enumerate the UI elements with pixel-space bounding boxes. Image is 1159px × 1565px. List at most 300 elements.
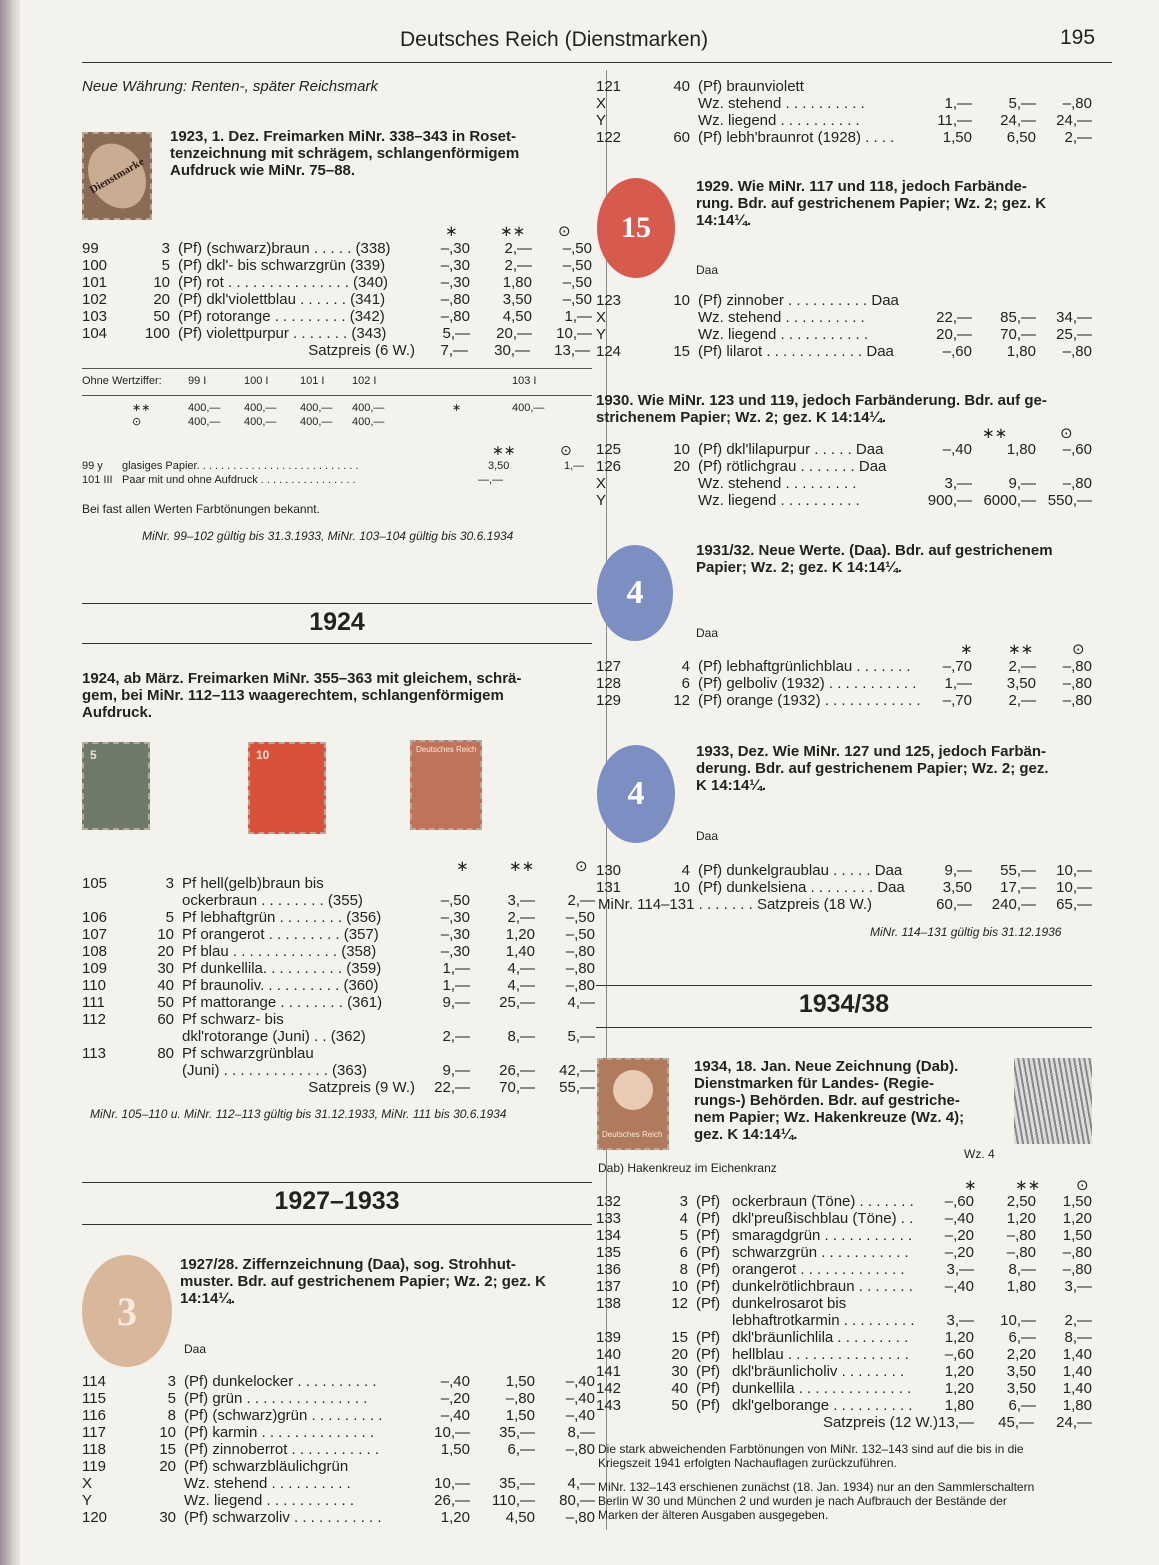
- label: 100 I: [244, 375, 269, 387]
- cat-number: 138: [596, 1295, 622, 1312]
- price-mint-hinged: 1,—: [442, 977, 470, 994]
- issue-line: 1924, ab März. Freimarken MiNr. 355–363 mit gleichem, schrä-: [82, 670, 522, 687]
- col-mint-hinged: ∗: [456, 858, 469, 875]
- description: dkl'gelborange . . . . . . . . . .: [732, 1397, 913, 1414]
- price-mint-nh: 2,—: [504, 240, 532, 257]
- price-mint-hinged: 3,—: [944, 475, 972, 492]
- price-used: –,80: [565, 1441, 595, 1458]
- description: (Pf) lebh'braunrot (1928) . . . .: [698, 129, 895, 146]
- price-used: 10,—: [556, 325, 592, 342]
- section-rule: [82, 1224, 592, 1225]
- cat-number: 124: [596, 343, 622, 360]
- description: dunkelrosarot bis: [732, 1295, 847, 1312]
- issue-1924-description: [82, 670, 521, 721]
- design-code: Daa: [696, 263, 719, 277]
- footnote-line: Kriegszeit 1941 erfolgten Nachauflagen zurückzuführen.: [598, 1456, 897, 1470]
- price-mint-hinged: 3,—: [946, 1312, 974, 1329]
- description: (Pf) schwarzoliv . . . . . . . . . . .: [184, 1509, 382, 1526]
- issue-1927-description: [180, 1256, 546, 1307]
- price-used: 34,—: [1056, 309, 1092, 326]
- table-row: [82, 1390, 602, 1407]
- table-1933: [596, 862, 1096, 896]
- price-used: –,80: [565, 1509, 595, 1526]
- price-mint-nh: 1,50: [505, 1373, 535, 1390]
- price-used: 4,—: [567, 994, 595, 1011]
- stamp-oval-4b-image: 4: [597, 745, 675, 843]
- price-mint-nh: 1,80: [1006, 441, 1036, 458]
- section-rule: [82, 643, 592, 644]
- price-used: 2,—: [567, 892, 595, 909]
- price-used: –,60: [1062, 441, 1092, 458]
- table-row: [82, 1492, 602, 1509]
- face-value: 15: [673, 343, 690, 360]
- table-row: [82, 274, 602, 291]
- cat-number: 112: [82, 1011, 106, 1028]
- label: 99 I: [188, 375, 207, 387]
- table-1923: [82, 240, 602, 342]
- footnote-line: MiNr. 132–143 erschienen zunächst (18. Jan. 1934) nur an den Sammlerschaltern: [598, 1480, 1035, 1494]
- price-used: 1,80: [1062, 1397, 1092, 1414]
- table-row: [82, 1441, 602, 1458]
- description: Wz. stehend . . . . . . . . . .: [698, 309, 865, 326]
- description: dkl'bräunlicholiv . . . . . . . .: [732, 1363, 905, 1380]
- description: Pf hell(gelb)braun bis: [182, 875, 324, 892]
- issue-line: rung. Bdr. auf gestrichenem Papier; Wz. 2; gez. K: [696, 195, 1047, 212]
- description: Pf lebhaftgrün . . . . . . . . (356): [182, 909, 382, 926]
- face-value: 15: [671, 1329, 688, 1346]
- face-value: 6: [679, 1244, 688, 1261]
- price-mint-hinged: –,20: [440, 1390, 470, 1407]
- price-mint-nh: 3,—: [507, 892, 535, 909]
- cat-number: 99: [82, 240, 99, 257]
- cat-number: 127: [596, 658, 622, 675]
- cat-number: 109: [82, 960, 108, 977]
- price-mint-nh: 2,—: [1008, 692, 1036, 709]
- satz-value: 13,—: [554, 342, 590, 359]
- issue-line: Aufdruck.: [82, 704, 153, 721]
- price-used: –,80: [1062, 475, 1092, 492]
- footnote-1: [598, 1442, 1024, 1470]
- price-mint-hinged: 900,—: [927, 492, 972, 509]
- currency-unit: (Pf): [696, 1227, 721, 1244]
- satz-value: 65,—: [1056, 896, 1092, 913]
- watermark-wz4-image: [1014, 1058, 1092, 1144]
- validity-note: MiNr. 114–131 gültig bis 31.12.1936: [870, 925, 1062, 939]
- price-used: 1,20: [1062, 1210, 1092, 1227]
- col-used: ⊙: [558, 223, 571, 240]
- price-mint-nh: 2,50: [1006, 1193, 1036, 1210]
- design-code: Daa: [184, 1342, 207, 1356]
- price-used: 3,—: [1064, 1278, 1092, 1295]
- description: (Pf) gelboliv (1932) . . . . . . . . . . .: [698, 675, 917, 692]
- section-rule: [596, 985, 1092, 986]
- issue-line: 1931/32. Neue Werte. (Daa). Bdr. auf gestrichenem: [696, 542, 1053, 559]
- cat-number: Y: [596, 326, 607, 343]
- face-value: 30: [671, 1363, 688, 1380]
- cat-number: 131: [596, 879, 622, 896]
- table-row: [596, 441, 1096, 458]
- price-mint-nh: 17,—: [1000, 879, 1036, 896]
- price-mint-nh: 26,—: [499, 1062, 535, 1079]
- cat-number: 141: [596, 1363, 622, 1380]
- price-mint-nh: 1,80: [1006, 1278, 1036, 1295]
- face-value: 3: [679, 1193, 688, 1210]
- cat-number: 110: [82, 977, 106, 994]
- cell: ∗: [452, 402, 462, 414]
- description: dkl'rotorange (Juni) . . (362): [182, 1028, 366, 1045]
- price-mint-nh: 1,40: [505, 943, 535, 960]
- price-mint-nh: 3,50: [1006, 1363, 1036, 1380]
- table-1924: [82, 875, 602, 1079]
- price-mint-hinged: –,30: [440, 240, 470, 257]
- col-mint-nh: ∗∗: [509, 858, 535, 875]
- description: (Pf) zinnoberrot . . . . . . . . . . .: [184, 1441, 380, 1458]
- price-mint-nh: 2,20: [1006, 1346, 1036, 1363]
- stamp-1934-image: [597, 1058, 669, 1150]
- price-mint-hinged: 1,20: [944, 1329, 974, 1346]
- price-mint-nh: 3,50: [1006, 675, 1036, 692]
- stamp-1934-wreath: [613, 1070, 653, 1110]
- issue-line: Aufdruck wie MiNr. 75–88.: [170, 162, 356, 179]
- cat-number: 104: [82, 325, 108, 342]
- price-mint-hinged: –,20: [944, 1227, 974, 1244]
- book-spine-edge: [0, 0, 20, 1565]
- table-row: [82, 257, 602, 274]
- price-mint-nh: 110,—: [491, 1492, 535, 1509]
- price-mint-hinged: 1,20: [944, 1363, 974, 1380]
- price-mint-hinged: 3,50: [942, 879, 972, 896]
- face-value: 12: [671, 1295, 688, 1312]
- price-mint-nh: 1,20: [1006, 1210, 1036, 1227]
- table-row: [596, 658, 1096, 675]
- face-value: 5: [165, 909, 174, 926]
- table-row: [596, 1329, 1096, 1346]
- price-used: 10,—: [1056, 862, 1092, 879]
- description: dunkellila . . . . . . . . . . . . . .: [732, 1380, 912, 1397]
- issue-line: muster. Bdr. auf gestrichenem Papier; Wz. 2; gez. K: [180, 1273, 546, 1290]
- description: Pf braunoliv. . . . . . . . . . (360): [182, 977, 379, 994]
- cell: 400,—: [244, 416, 277, 428]
- face-value: 8: [679, 1261, 688, 1278]
- cat-number: 132: [596, 1193, 622, 1210]
- price-used: –,80: [1062, 343, 1092, 360]
- table-row: [82, 1028, 602, 1045]
- table-row: [82, 994, 602, 1011]
- table-row: [596, 1193, 1096, 1210]
- face-value: 5: [167, 1390, 176, 1407]
- price-mint-nh: 6,50: [1006, 129, 1036, 146]
- price-used: –,50: [565, 926, 595, 943]
- currency-unit: (Pf): [696, 1261, 721, 1278]
- cell: glasiges Papier. . . . . . . . . . . . . . . . . . . . . . . . . . .: [122, 460, 359, 472]
- cat-number: 119: [82, 1458, 106, 1475]
- price-used: 1,50: [1062, 1227, 1092, 1244]
- table-row: [596, 1278, 1096, 1295]
- price-mint-hinged: 1,50: [942, 129, 972, 146]
- description: (Pf) dunkelgraublau . . . . . Daa: [698, 862, 903, 879]
- description: Wz. liegend . . . . . . . . . .: [698, 492, 860, 509]
- price-mint-hinged: –,60: [942, 343, 972, 360]
- face-value: 20: [153, 291, 170, 308]
- cat-number: 135: [596, 1244, 622, 1261]
- description: (Pf) zinnober . . . . . . . . . . Daa: [698, 292, 899, 309]
- stamp-1924-portrait-image: [410, 740, 482, 830]
- price-used: 8,—: [1064, 1329, 1092, 1346]
- issue-line: Papier; Wz. 2; gez. K 14:14¼.: [696, 559, 902, 576]
- table-row: [82, 875, 602, 892]
- description: Wz. liegend . . . . . . . . . . .: [698, 326, 869, 343]
- cell: 400,—: [512, 402, 545, 414]
- cat-number: 103: [82, 308, 108, 325]
- table-row: [596, 675, 1096, 692]
- catalog-page: [20, 0, 1159, 1565]
- price-used: 1,40: [1062, 1380, 1092, 1397]
- price-mint-hinged: 2,—: [442, 1028, 470, 1045]
- price-used: 10,—: [1056, 879, 1092, 896]
- price-used: 25,—: [1056, 326, 1092, 343]
- price-used: –,80: [1062, 675, 1092, 692]
- price-mint-hinged: –,30: [440, 257, 470, 274]
- year-heading-1927: 1927–1933: [274, 1187, 400, 1215]
- cell: 400,—: [188, 416, 221, 428]
- price-used: –,50: [565, 909, 595, 926]
- description: Wz. stehend . . . . . . . . .: [698, 475, 857, 492]
- table-row: [596, 692, 1096, 709]
- price-mint-hinged: 1,20: [440, 1509, 470, 1526]
- price-used: 1,50: [1062, 1193, 1092, 1210]
- table-row: [82, 308, 602, 325]
- price-used: –,50: [562, 291, 592, 308]
- price-mint-hinged: –,80: [440, 308, 470, 325]
- price-mint-nh: 25,—: [499, 994, 535, 1011]
- cat-number: 139: [596, 1329, 622, 1346]
- col-mint-nh: ∗∗: [1015, 1177, 1041, 1194]
- table-1930: [596, 441, 1096, 509]
- stamp-oval-4-image: 4: [597, 545, 673, 641]
- table-row: [82, 943, 602, 960]
- table-row: [596, 492, 1096, 509]
- price-used: 5,—: [567, 1028, 595, 1045]
- face-value: 30: [159, 1509, 176, 1526]
- description: Wz. stehend . . . . . . . . . .: [698, 95, 865, 112]
- cell: —,—: [478, 474, 504, 486]
- cat-number: 136: [596, 1261, 622, 1278]
- issue-line: Dienstmarken für Landes- (Regie-: [694, 1075, 935, 1092]
- face-value: 4: [681, 658, 690, 675]
- description: hellblau . . . . . . . . . . . . . . .: [732, 1346, 909, 1363]
- description: Wz. stehend . . . . . . . . . .: [184, 1475, 351, 1492]
- price-used: –,80: [565, 943, 595, 960]
- price-mint-hinged: –,30: [440, 274, 470, 291]
- col-mint-nh: ∗∗: [500, 223, 526, 240]
- price-used: –,50: [562, 274, 592, 291]
- description: (Pf) dkl'violettblau . . . . . . (341): [178, 291, 386, 308]
- price-mint-nh: 35,—: [499, 1424, 535, 1441]
- stamp-1923-image: [82, 132, 152, 220]
- price-mint-nh: 8,—: [507, 1028, 535, 1045]
- currency-note: Neue Währung: Renten-, später Reichsmark: [82, 78, 378, 95]
- price-used: 1,—: [564, 308, 592, 325]
- satz-value: 55,—: [559, 1079, 595, 1096]
- cat-number: 123: [596, 292, 622, 309]
- stamp-oval-3-image: 3: [82, 1255, 172, 1367]
- issue-line: 1929. Wie MiNr. 117 und 118, jedoch Farbände-: [696, 178, 1027, 195]
- price-used: 8,—: [567, 1424, 595, 1441]
- col-used: ⊙: [1076, 1177, 1089, 1194]
- cell: Paar mit und ohne Aufdruck . . . . . . . . . . . . . . . .: [122, 474, 356, 486]
- cat-number: 121: [596, 78, 622, 95]
- face-value: 30: [157, 960, 174, 977]
- cat-number: 100: [82, 257, 108, 274]
- table-row: [596, 1210, 1096, 1227]
- face-value: 6: [681, 675, 690, 692]
- description: (Pf) schwarzbläulichgrün: [184, 1458, 349, 1475]
- stamp-label: Deutsches Reich: [602, 1130, 663, 1139]
- table-1929: [596, 292, 1096, 360]
- issue-1933-description: [696, 743, 1049, 794]
- description: Pf mattorange . . . . . . . . (361): [182, 994, 383, 1011]
- cat-number: 137: [596, 1278, 622, 1295]
- cat-number: 133: [596, 1210, 622, 1227]
- year-heading-1924: 1924: [309, 608, 365, 636]
- face-value: 20: [673, 458, 690, 475]
- price-mint-hinged: –,70: [942, 658, 972, 675]
- description: (Pf) (schwarz)braun . . . . . (338): [178, 240, 391, 257]
- col-mint-nh: ∗∗: [1008, 641, 1034, 658]
- satz-value: 70,—: [499, 1079, 535, 1096]
- description: smaragdgrün . . . . . . . . . . .: [732, 1227, 913, 1244]
- description: dkl'bräunlichlila . . . . . . . . .: [732, 1329, 909, 1346]
- col-mint-hinged: ∗: [960, 641, 973, 658]
- cat-number: 102: [82, 291, 108, 308]
- satz-value: 7,—: [440, 342, 468, 359]
- table-row: [82, 291, 602, 308]
- table-row: [82, 1045, 602, 1062]
- price-mint-nh: 24,—: [1000, 112, 1036, 129]
- price-mint-nh: 2,—: [504, 257, 532, 274]
- price-mint-hinged: 1,50: [440, 1441, 470, 1458]
- face-value: 20: [157, 943, 174, 960]
- description: (Juni) . . . . . . . . . . . . . (363): [182, 1062, 368, 1079]
- face-value: 20: [159, 1458, 176, 1475]
- price-mint-hinged: –,40: [944, 1278, 974, 1295]
- table-row: [82, 892, 602, 909]
- cat-number: Y: [596, 492, 607, 509]
- table-row: [596, 1312, 1096, 1329]
- price-mint-hinged: –,70: [942, 692, 972, 709]
- face-value: 40: [673, 78, 690, 95]
- description: (Pf) rot . . . . . . . . . . . . . . . (340): [178, 274, 389, 291]
- section-rule: [82, 603, 592, 604]
- satz-value: 22,—: [434, 1079, 470, 1096]
- cell: 101 III: [82, 474, 113, 486]
- face-value: 10: [673, 292, 690, 309]
- issue-line: nem Papier; Wz. Hakenkreuze (Wz. 4);: [694, 1109, 965, 1126]
- cat-number: Y: [82, 1492, 93, 1509]
- table-row: [82, 1475, 602, 1492]
- satz-value: 240,—: [991, 896, 1036, 913]
- table-row: [596, 343, 1096, 360]
- label: 102 I: [352, 375, 377, 387]
- issue-1923-description: [170, 128, 519, 179]
- price-mint-hinged: –,60: [944, 1346, 974, 1363]
- price-used: –,80: [565, 960, 595, 977]
- col-mint-nh: ∗∗: [982, 425, 1008, 442]
- satz-label: Satzpreis (12 W.): [822, 1414, 938, 1431]
- label: 103 I: [512, 375, 537, 387]
- price-mint-hinged: –,30: [440, 926, 470, 943]
- price-mint-nh: 6,—: [507, 1441, 535, 1458]
- col-mint-hinged: ∗: [964, 1177, 977, 1194]
- price-mint-hinged: 22,—: [936, 309, 972, 326]
- satz-value: 30,—: [494, 342, 530, 359]
- cat-number: X: [596, 95, 607, 112]
- table-row: [596, 95, 1096, 112]
- issue-line: rungs-) Behörden. Bdr. auf gestriche-: [694, 1092, 960, 1109]
- cell: 400,—: [352, 416, 385, 428]
- price-mint-nh: 9,—: [1008, 475, 1036, 492]
- face-value: 100: [144, 325, 170, 342]
- price-mint-nh: 6,—: [1008, 1397, 1036, 1414]
- satz-label: MiNr. 114–131 . . . . . . . Satzpreis (18 W.): [598, 896, 872, 913]
- price-mint-nh: 1,50: [505, 1407, 535, 1424]
- price-mint-hinged: –,30: [440, 943, 470, 960]
- price-used: 2,—: [1064, 1312, 1092, 1329]
- table-row: [82, 909, 602, 926]
- issue-line: 1934, 18. Jan. Neue Zeichnung (Dab).: [694, 1058, 959, 1075]
- issue-1931-description: [696, 542, 1053, 576]
- face-value: 20: [671, 1346, 688, 1363]
- footnote-line: Berlin W 30 und München 2 und wurden je nach Aufbrauch der Bestände der: [598, 1494, 1007, 1508]
- face-value: 80: [157, 1045, 174, 1062]
- table-row: [596, 129, 1096, 146]
- price-mint-hinged: 1,80: [944, 1397, 974, 1414]
- price-mint-nh: –,80: [1006, 1227, 1036, 1244]
- price-used: –,80: [565, 977, 595, 994]
- table-row: [596, 1397, 1096, 1414]
- table-row: [596, 326, 1096, 343]
- cat-number: 128: [596, 675, 622, 692]
- satz-label: Satzpreis (9 W.): [308, 1079, 415, 1096]
- face-value: 3: [167, 1373, 176, 1390]
- description: Pf orangerot . . . . . . . . . (357): [182, 926, 379, 943]
- face-value: 4: [679, 1210, 688, 1227]
- price-mint-nh: 4,—: [507, 960, 535, 977]
- price-used: 1,40: [1062, 1363, 1092, 1380]
- face-value: 5: [161, 257, 170, 274]
- description: Pf blau . . . . . . . . . . . . . (358): [182, 943, 377, 960]
- cat-number: 111: [82, 994, 105, 1011]
- table-row: [82, 1458, 602, 1475]
- table-row: [596, 1363, 1096, 1380]
- price-mint-nh: 3,50: [502, 291, 532, 308]
- price-mint-nh: 2,—: [1008, 658, 1036, 675]
- table-row: [596, 862, 1096, 879]
- description: Pf schwarz- bis: [182, 1011, 284, 1028]
- price-mint-nh: 3,50: [1006, 1380, 1036, 1397]
- description: (Pf) karmin . . . . . . . . . . . . . .: [184, 1424, 375, 1441]
- cat-number: 120: [82, 1509, 108, 1526]
- table-row: [596, 1346, 1096, 1363]
- cell: 99 y: [82, 460, 103, 472]
- description: (Pf) lilarot . . . . . . . . . . . . Daa: [698, 343, 894, 360]
- price-mint-hinged: 10,—: [434, 1475, 470, 1492]
- price-mint-nh: 20,—: [496, 325, 532, 342]
- label: 101 I: [300, 375, 325, 387]
- issue-line: derung. Bdr. auf gestrichenem Papier; Wz. 2; gez.: [696, 760, 1049, 777]
- price-mint-nh: 4,50: [505, 1509, 535, 1526]
- divider: [82, 395, 592, 396]
